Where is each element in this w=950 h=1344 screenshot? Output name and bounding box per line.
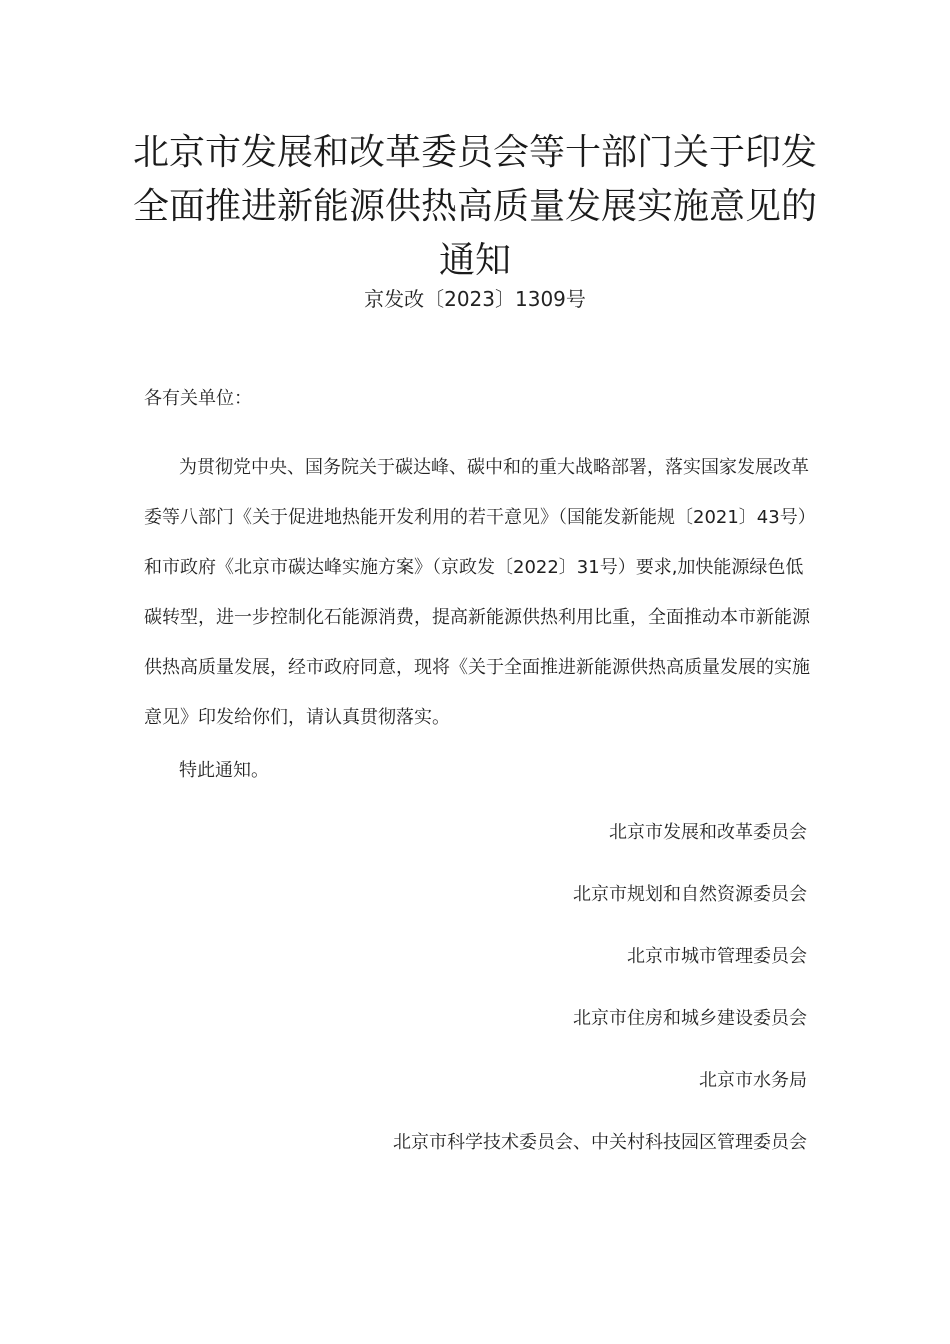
document-number: 京发改〔2023〕1309号 bbox=[364, 287, 586, 311]
signatures bbox=[307, 818, 807, 1190]
signature-line: 北京市发展和改革委员会 bbox=[609, 822, 807, 843]
signature-line: 北京市水务局 bbox=[699, 1070, 807, 1091]
signature-line: 北京市住房和城乡建设委员会 bbox=[573, 1008, 807, 1029]
signature-line: 北京市科学技术委员会、中关村科技园区管理委员会 bbox=[393, 1132, 807, 1153]
salutation: 各有关单位： bbox=[144, 388, 252, 409]
signature-line: 北京市城市管理委员会 bbox=[627, 946, 807, 967]
signature-line: 北京市规划和自然资源委员会 bbox=[573, 884, 807, 905]
closing-text: 特此通知。 bbox=[179, 760, 269, 781]
body-paragraph: 为贯彻党中央、国务院关于碳达峰、碳中和的重大战略部署，落实国家发展改革委等八部门《关于促进地热能开发利用的若干意见》（国能发新能规〔2021〕43号）和市政府《北京市碳达峰实施方案》（京政发〔2022〕31号）要求,加快能源绿色低碳转型，进一步控制化石能源消费，提高新能源供热利用比重，全面推动本市新能源供热高质量发展，经市政府同意，现将《关于全面推进新能源供热高质量发展的实施意见》印发给你们，请认真贯彻落实。 bbox=[144, 457, 810, 728]
document-title: 北京市发展和改革委员会等十部门关于印发全面推进新能源供热高质量发展实施意见的通知 bbox=[132, 132, 817, 281]
